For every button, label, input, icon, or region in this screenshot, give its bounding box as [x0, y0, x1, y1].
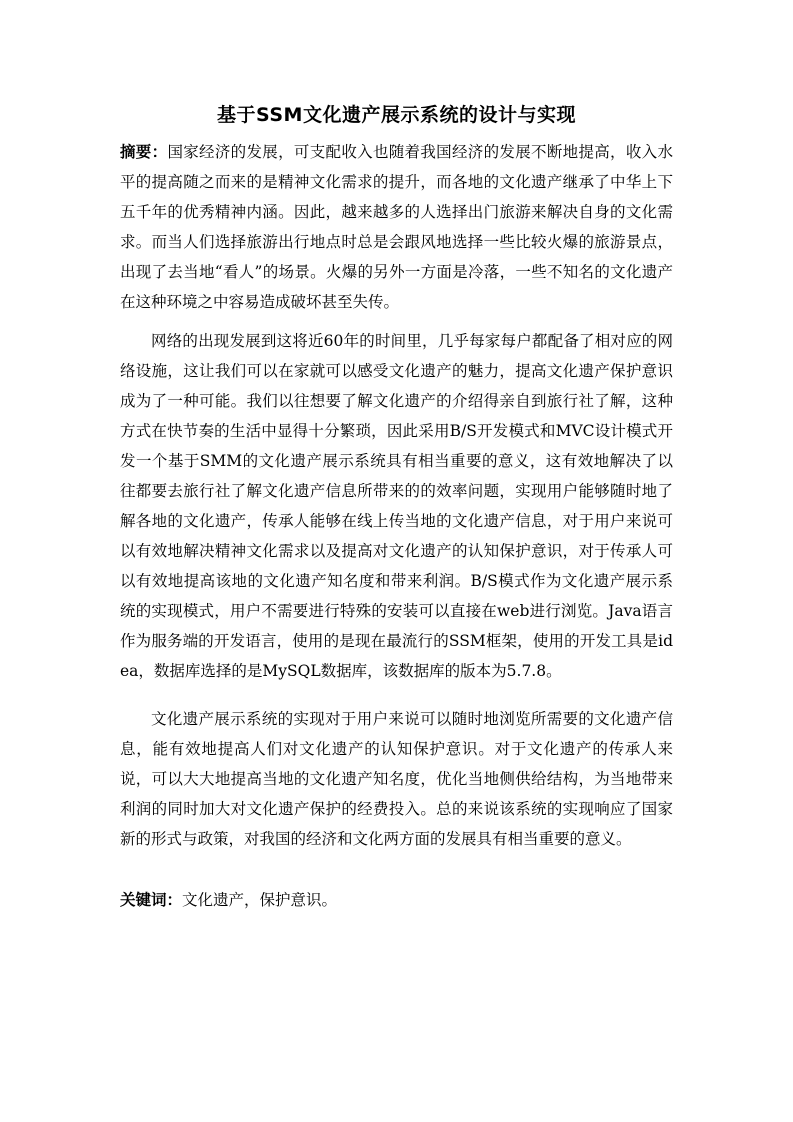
- abstract-paragraph-1-text: 国家经济的发展，可支配收入也随着我国经济的发展不断地提高，收入水平的提高随之而来的是精神文化需求的提升，而各地的文化遗产继承了中华上下五千年的优秀精神内涵。因此，越来越多的人选择出门旅游来解决自身的文化需求。而当人们选择旅游出行地点时总是会跟风地选择一些比较火爆的旅游景点，出现了去当地“看人”的场景。火爆的另外一方面是冷落，一些不知名的文化遗产在这种环境之中容易造成破坏甚至失传。: [120, 143, 673, 311]
- abstract-paragraph-2: 网络的出现发展到这将近60年的时间里，几乎每家每户都配备了相对应的网络设施，这让我们可以在家就可以感受文化遗产的魅力，提高文化遗产保护意识成为了一种可能。我们以往想要了解文化遗产的介绍得亲自到旅行社了解，这种方式在快节奏的生活中显得十分繁琐，因此采用B/S开发模式和MVC设计模式开发一个基于SMM的文化遗产展示系统具有相当重要的意义，这有效地解决了以往都要去旅行社了解文化遗产信息所带来的的效率问题，实现用户能够随时地了解各地的文化遗产，传承人能够在线上传当地的文化遗产信息，对于用户来说可以有效地解决精神文化需求以及提高对文化遗产的认知保护意识，对于传承人可以有效地提高该地的文化遗产知名度和带来利润。B/S模式作为文化遗产展示系统的实现模式，用户不需要进行特殊的安装可以直接在web进行浏览。Java语言作为服务端的开发语言，使用的是现在最流行的SSM框架，使用的开发工具是idea，数据库选择的是MySQL数据库，该数据库的版本为5.7.8。: [120, 332, 673, 680]
- document-title: 基于SSM文化遗产展示系统的设计与实现: [217, 104, 576, 126]
- keywords-line: [120, 885, 673, 915]
- abstract-label: 摘要：: [120, 143, 168, 161]
- keywords-text: 文化遗产，保护意识。: [182, 891, 338, 909]
- abstract-paragraph-3: 文化遗产展示系统的实现对于用户来说可以随时地浏览所需要的文化遗产信息，能有效地提高人们对文化遗产的认知保护意识。对于文化遗产的传承人来说，可以大大地提高当地的文化遗产知名度，优化当地侧供给结构，为当地带来利润的同时加大对文化遗产保护的经费投入。总的来说该系统的实现响应了国家新的形式与政策，对我国的经济和文化两方面的发展具有相当重要的意义。: [120, 710, 673, 848]
- abstract-paragraph-1: [120, 137, 673, 317]
- keywords-label: 关键词：: [120, 891, 183, 909]
